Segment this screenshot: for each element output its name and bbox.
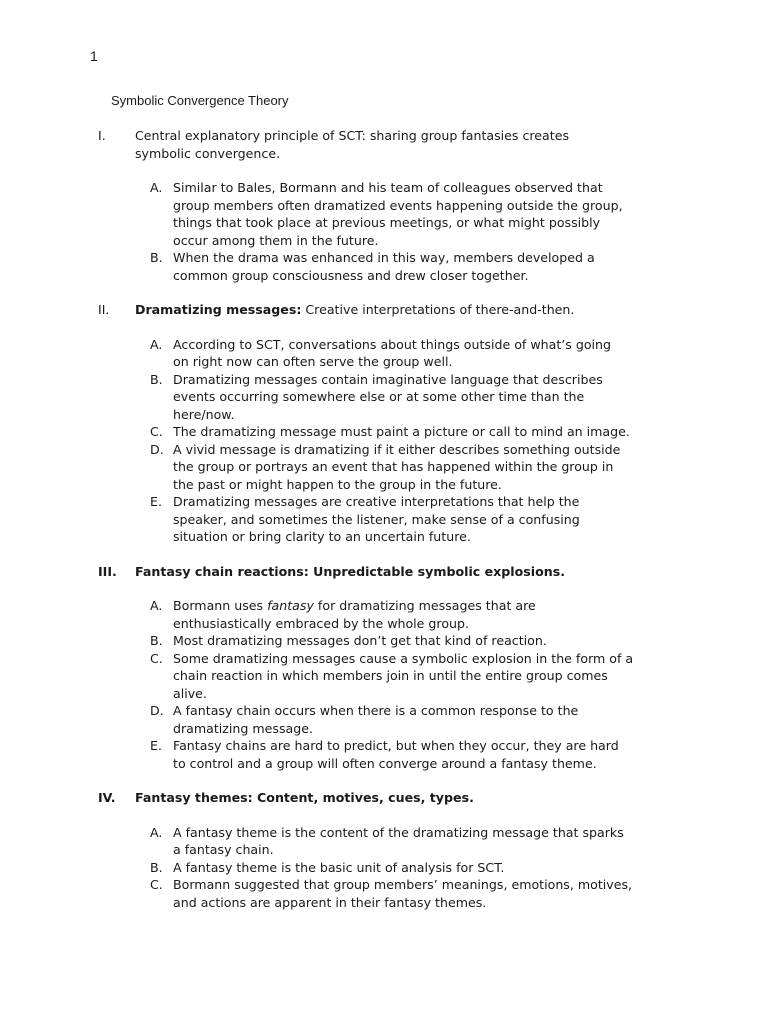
section-heading-bold: Fantasy chain reactions: Unpredictable symbolic explosions. — [135, 563, 565, 579]
item-text: Similar to Bales, Bormann and his team of colleagues observed that group members often dramatized events happening outside the group, things that took place at previous meetings, or what might possibly occur among them in the future. — [173, 180, 623, 248]
section-items — [0, 179, 768, 284]
item-letter: A. — [150, 336, 163, 352]
item-letter: A. — [150, 598, 163, 613]
item-letter: D. — [150, 703, 164, 718]
item-letter: C. — [150, 424, 163, 439]
list-item — [0, 249, 768, 284]
list-item — [0, 336, 768, 371]
page-number: 1 — [90, 48, 98, 64]
item-text: Some dramatizing messages cause a symbolic explosion in the form of a chain reaction in which members join in until the entire group comes alive. — [173, 650, 634, 701]
section-number: I. — [98, 128, 106, 143]
item-letter: C. — [150, 650, 163, 666]
section-3 — [0, 563, 768, 773]
section-number: III. — [98, 563, 117, 579]
section-1 — [0, 127, 768, 284]
section-heading — [135, 563, 695, 581]
list-item — [0, 859, 768, 877]
item-letter: A. — [150, 824, 163, 840]
list-item — [0, 597, 768, 632]
item-text-emphasis: fantasy — [267, 598, 314, 613]
section-number: II. — [98, 302, 110, 317]
list-item — [0, 423, 768, 441]
item-letter: E. — [150, 738, 162, 753]
section-heading-text: Central explanatory principle of SCT: sharing group fantasies creates symbolic convergence. — [135, 128, 570, 161]
item-text: Fantasy chains are hard to predict, but when they occur, they are hard to control and a group will often converge around a fantasy theme. — [173, 738, 619, 771]
item-text: A vivid message is dramatizing if it either describes something outside the group or portrays an event that has happened within the group in the past or might happen to the group in the future. — [173, 441, 621, 492]
item-text — [173, 597, 693, 632]
item-text: A fantasy theme is the content of the dramatizing message that sparks a fantasy chain. — [173, 824, 624, 857]
item-text: When the drama was enhanced in this way, members developed a common group consciousness and drew closer together. — [173, 250, 595, 283]
item-letter: C. — [150, 877, 163, 892]
item-letter: B. — [150, 633, 163, 648]
list-item — [0, 702, 768, 737]
item-text: Dramatizing messages are creative interpretations that help the speaker, and sometimes the listener, make sense of a confusing situation or bring clarity to an uncertain future. — [173, 494, 580, 544]
item-text: Most dramatizing messages don’t get that kind of reaction. — [173, 633, 547, 648]
item-letter: D. — [150, 441, 164, 457]
section-items — [0, 597, 768, 772]
list-item — [0, 493, 768, 546]
section-heading-bold: Dramatizing messages: — [135, 302, 302, 317]
section-items — [0, 336, 768, 546]
list-item — [0, 179, 768, 249]
section-heading-text: Creative interpretations of there-and-then. — [301, 302, 575, 317]
item-letter: B. — [150, 250, 163, 265]
list-item — [0, 371, 768, 424]
item-letter: B. — [150, 859, 163, 875]
item-text: The dramatizing message must paint a picture or call to mind an image. — [173, 424, 630, 439]
list-item — [0, 824, 768, 859]
document-title: Symbolic Convergence Theory — [111, 93, 289, 108]
item-letter: E. — [150, 494, 162, 509]
item-text: A fantasy chain occurs when there is a common response to the dramatizing message. — [173, 703, 579, 736]
section-heading — [135, 127, 695, 162]
item-text: Dramatizing messages contain imaginative language that describes events occurring somewhere else or at some other time than the here/now. — [173, 371, 603, 422]
section-2 — [0, 301, 768, 546]
section-heading-bold: Fantasy themes: Content, motives, cues, types. — [135, 790, 474, 805]
list-item — [0, 650, 768, 703]
outline — [0, 127, 768, 928]
section-4 — [0, 789, 768, 911]
list-item — [0, 876, 768, 911]
list-item — [0, 632, 768, 650]
item-letter: B. — [150, 371, 163, 387]
item-text: According to SCT, conversations about things outside of what’s going on right now can often serve the group well. — [173, 336, 612, 369]
section-items — [0, 824, 768, 912]
list-item — [0, 737, 768, 772]
item-letter: A. — [150, 180, 163, 195]
item-text-rest: for dramatizing messages that are enthusiastically embraced by the whole group. — [173, 598, 536, 631]
section-number: IV. — [98, 790, 116, 805]
section-heading — [135, 301, 695, 319]
section-heading — [135, 789, 695, 807]
list-item — [0, 441, 768, 494]
item-text: Bormann suggested that group members’ meanings, emotions, motives, and actions are apparent in their fantasy themes. — [173, 877, 633, 910]
item-text: A fantasy theme is the basic unit of analysis for SCT. — [173, 859, 505, 875]
item-text-lead: Bormann uses — [173, 598, 268, 613]
